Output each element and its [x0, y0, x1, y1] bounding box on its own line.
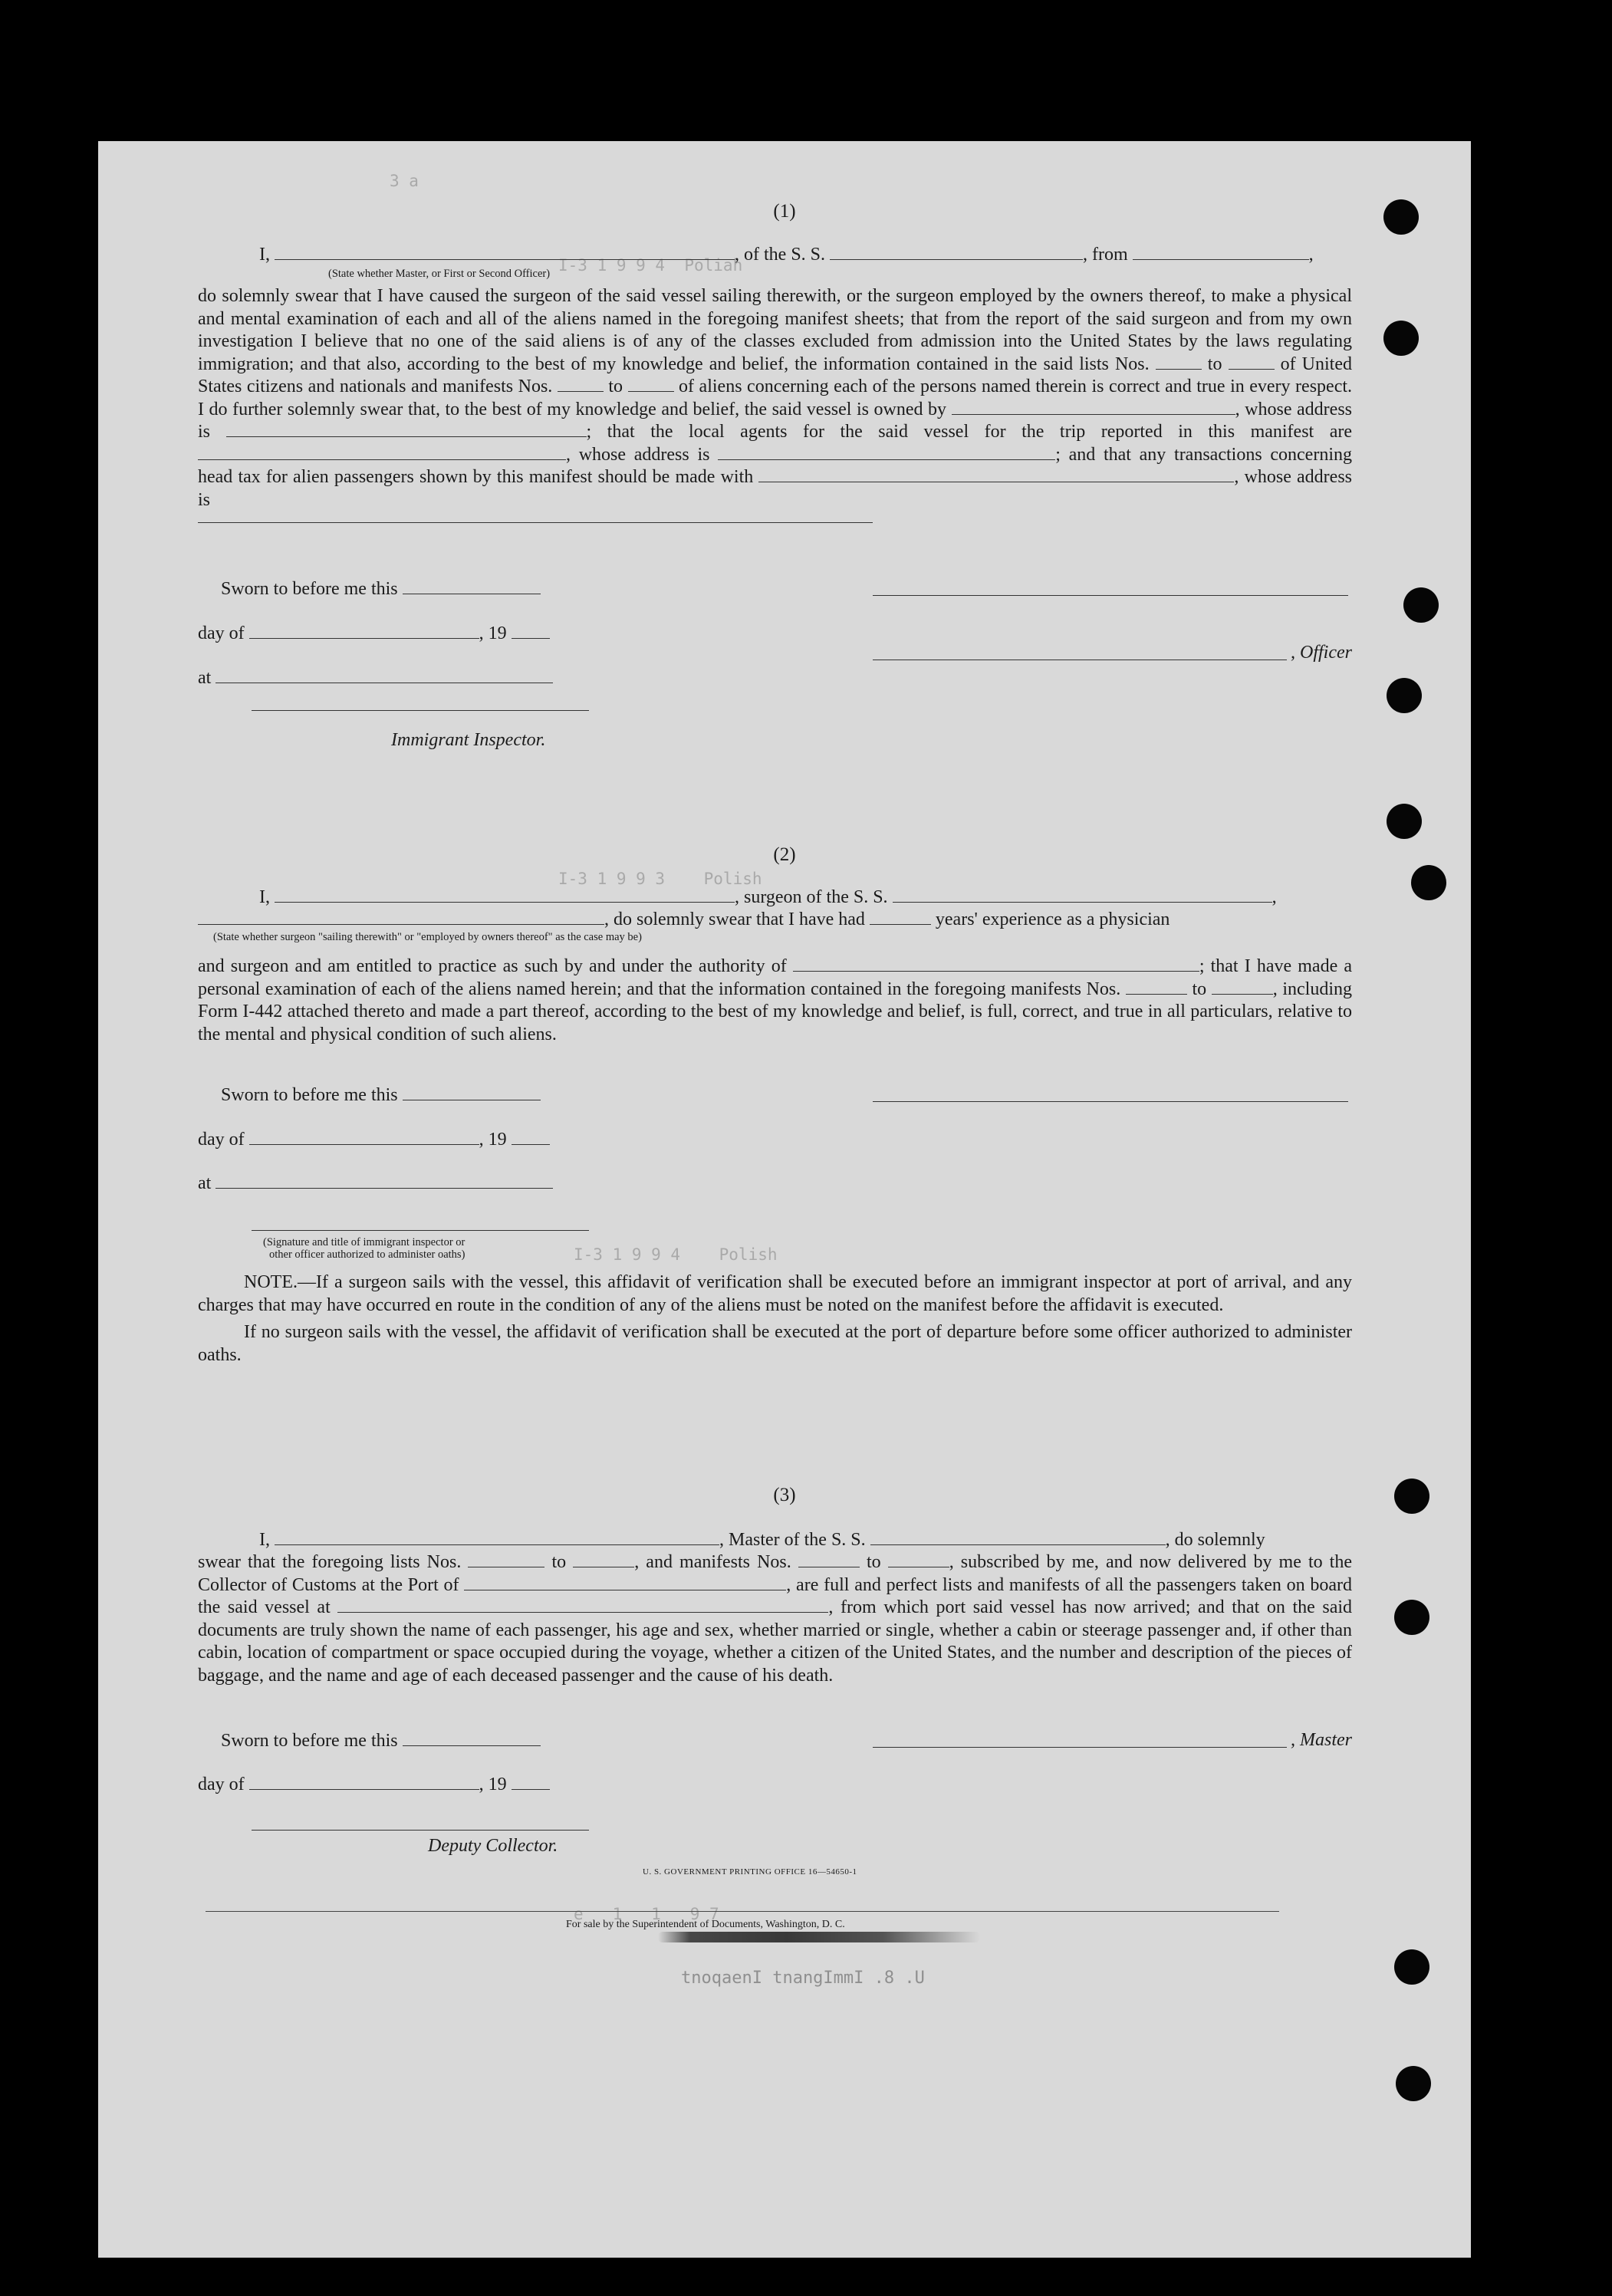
section-2-day-of: day of , 19	[198, 1129, 550, 1150]
section-2-experience-line: , do solemnly swear that I have had years' experience as a physician	[198, 909, 1170, 930]
section-3-day-of: day of , 19	[198, 1774, 550, 1795]
bleed-through-stamp: tnoqaenI tnangImmI .8 .U	[681, 1969, 925, 1988]
footer-rule	[206, 1911, 1279, 1912]
footer-sale-notice: For sale by the Superintendent of Documents, Washington, D. C.	[566, 1919, 845, 1930]
section-3-number: (3)	[773, 1485, 796, 1505]
section-2-number: (2)	[773, 844, 796, 865]
punch-hole	[1411, 865, 1446, 900]
section-1-inspector-label: Immigrant Inspector.	[391, 730, 546, 750]
section-2-sworn: Sworn to before me this	[221, 1084, 541, 1106]
section-3-sworn: Sworn to before me this	[221, 1730, 541, 1752]
gpo-imprint: U. S. GOVERNMENT PRINTING OFFICE 16—54650-1	[643, 1867, 857, 1877]
punch-hole	[1383, 199, 1419, 235]
section-2-at: at	[198, 1173, 553, 1194]
document-page	[98, 141, 1471, 2258]
section-2-oath-line: I, , surgeon of the S. S. ,	[259, 887, 1277, 907]
section-3-master-label: , Master	[1291, 1730, 1352, 1750]
section-3-master-signature-line	[873, 1747, 1287, 1748]
punch-hole	[1394, 1479, 1429, 1514]
section-1-number: (1)	[773, 201, 796, 222]
section-1-caption: (State whether Master, or First or Second Officer)	[328, 268, 551, 280]
section-1-officer-label: , Officer	[1291, 643, 1352, 663]
punch-hole	[1383, 321, 1419, 356]
bleed-through-text: 3 a	[390, 172, 419, 190]
section-1-day-of: day of , 19	[198, 623, 550, 644]
section-3-oath-line: I, , Master of the S. S. , do solemnly	[259, 1530, 1265, 1550]
bleed-through-text: I-3 1 9 9 3 Polish	[558, 870, 762, 888]
punch-hole	[1396, 2066, 1431, 2101]
punch-hole	[1394, 1949, 1429, 1985]
section-2-signature-line	[252, 1230, 589, 1231]
punch-hole	[1394, 1600, 1429, 1635]
section-1-officer-signature-line	[873, 595, 1348, 596]
section-2-body: and surgeon and am entitled to practice as such by and under the authority of ; that I have made a personal examination of each of the aliens named herein; and that the information contained in the foregoing manifests Nos. to , including Form I-442 attached thereto and made a part thereof, according to the best of my knowledge and belief, is full, correct, and true in all particulars, relative to the mental and physical condition of such aliens.	[198, 956, 1353, 1044]
note-paragraph-2: If no surgeon sails with the vessel, the affidavit of verification shall be executed at the port of departure before some officer authorized to administer oaths.	[198, 1322, 1352, 1365]
punch-hole	[1387, 804, 1422, 839]
bleed-through-text: I-3 1 9 9 4 Poliah	[558, 256, 743, 275]
note-paragraph-1: NOTE.—If a surgeon sails with the vessel, this affidavit of verification shall be executed before an immigrant inspector at port of arrival, and any charges that may have occurred en route in the condition of any of the aliens must be noted on the manifest before the affidavit is executed.	[198, 1272, 1352, 1315]
punch-hole	[1387, 678, 1422, 713]
section-2-sig-caption: (Signature and title of immigrant inspector or other officer authorized to administer oaths)	[263, 1236, 466, 1261]
bleed-through-text: e 1 1 9 7	[574, 1905, 719, 1923]
bleed-through-text: I-3 1 9 9 4 Polish	[574, 1245, 778, 1264]
section-1-at: at	[198, 667, 553, 689]
section-1-body: do solemnly swear that I have caused the surgeon of the said vessel sailing therewith, or the surgeon employed by the owners thereof, to make a physical and mental examination of each and all of the aliens named in the foregoing manifest sheets; that from the report of the said surgeon and from my own investigation I believe that no one of the said aliens is of any of the classes excluded from admission into the United States by the laws regulating immigration; and that also, according to the best of my knowledge and belief, the information contained in the said lists Nos. to of United States citizens and nationals and manifests Nos. to of aliens concerning each of the persons named therein is correct and true in every respect. I do further solemnly swear that, to the best of my knowledge and belief, the said vessel is owned by , whose address is ; that the local agents for the said vessel for the trip reported in this manifest are , whose address is ; and that any transactions concerning head tax for alien passengers shown by this manifest should be made with , whose address is	[198, 285, 1352, 523]
section-1-inspector-signature-line	[252, 710, 589, 711]
section-2-caption: (State whether surgeon "sailing therewith" or "employed by owners thereof" as the case may be)	[213, 931, 642, 943]
section-2-surgeon-signature-line	[873, 1101, 1348, 1102]
section-3-collector-signature-line	[252, 1830, 589, 1831]
punch-hole	[1403, 587, 1439, 623]
section-1-sworn: Sworn to before me this	[221, 578, 541, 600]
note-block	[198, 1271, 1352, 1367]
ink-smudge	[658, 1932, 980, 1942]
section-3-collector-label: Deputy Collector.	[428, 1836, 558, 1856]
section-1-oath-line: I, , of the S. S. , from ,	[259, 245, 1314, 265]
section-3-body: swear that the foregoing lists Nos. to , and manifests Nos. to , subscribed by me, and now delivered by me to the Collector of Customs at the Port of , are full and perfect lists and manifests of all the passengers taken on board the said vessel at , from which port said vessel has now arrived; and that on the said documents are truly shown the name of each passenger, his age and sex, whether married or single, whether a cabin or steerage passenger and, if other than cabin, location of compartment or space occupied during the voyage, whether a citizen of the United States, and the number and description of the pieces of baggage, and the name and age of each deceased passenger and the cause of his death.	[198, 1552, 1353, 1686]
